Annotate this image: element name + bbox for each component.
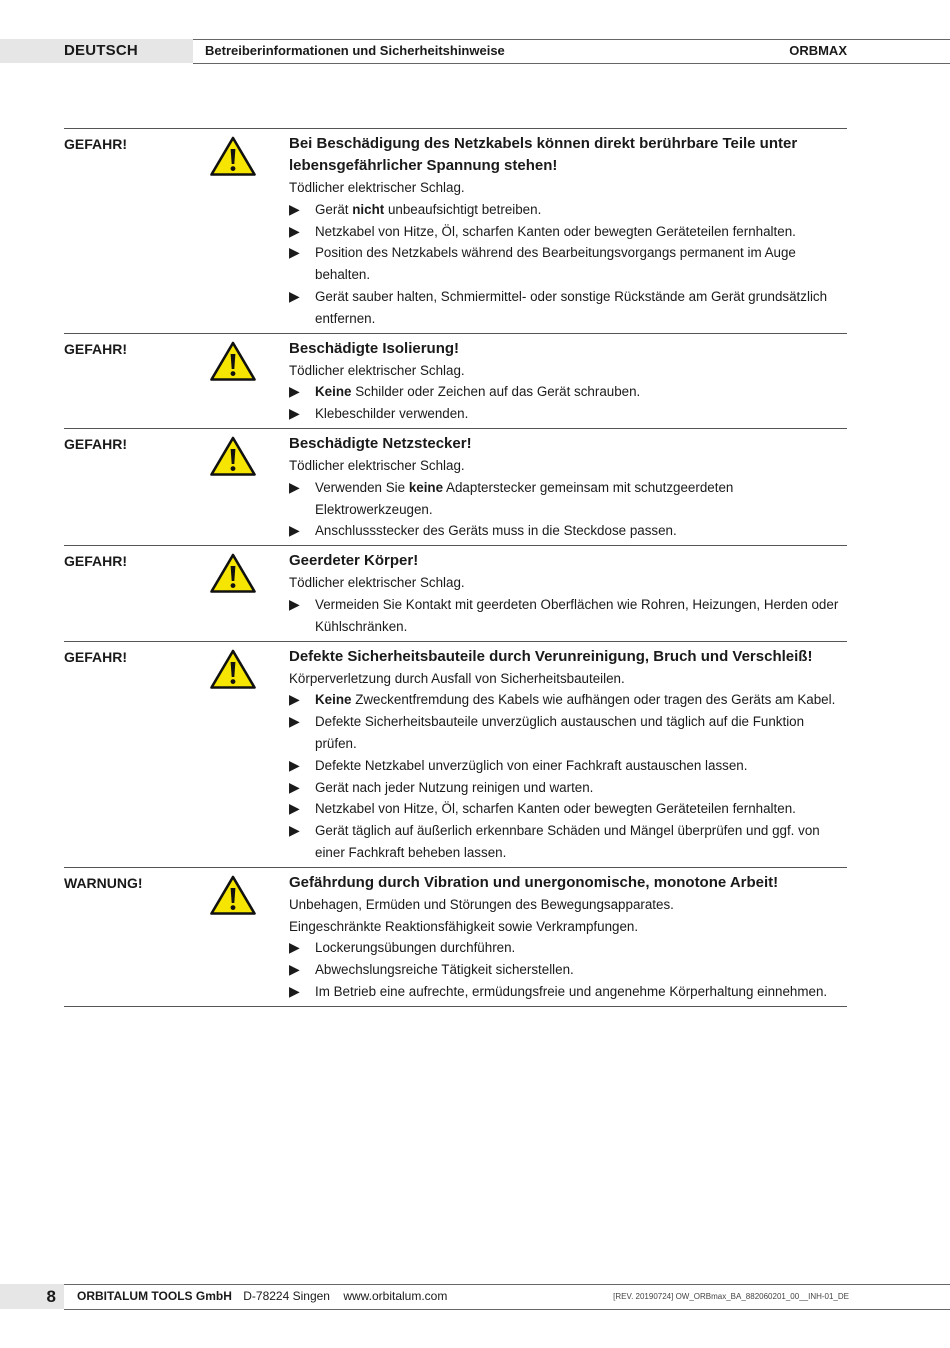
signal-word: GEFAHR! [64, 648, 127, 665]
signal-word: GEFAHR! [64, 340, 127, 357]
hazard-consequence: Körperverletzung durch Ausfall von Sicherheitsbauteilen. [289, 670, 625, 686]
measure-item [289, 777, 847, 799]
header-language: DEUTSCH [0, 39, 193, 63]
arrow-right-icon: ▶ [289, 595, 300, 612]
measure-item [289, 403, 847, 425]
measure-text-emphasis: nicht [352, 201, 385, 217]
measure-text-post: Gerät täglich auf äußerlich erkennbare Schäden und Mängel überprüfen und ggf. von einer Fachkraft beheben lassen. [315, 823, 820, 860]
measure-item [289, 798, 847, 820]
measure-text-post: Netzkabel von Hitze, Öl, scharfen Kanten oder bewegten Geräteteilen fernhalten. [315, 801, 796, 817]
hazard-consequence: Tödlicher elektrischer Schlag. [289, 575, 465, 591]
safety-row [64, 429, 847, 546]
measure-text-post: unbeaufsichtigt betreiben. [384, 201, 542, 217]
measure-item [289, 981, 847, 1003]
measure-text [315, 755, 847, 777]
measure-item [289, 594, 847, 638]
warning-triangle-icon [210, 646, 289, 864]
signal-word: GEFAHR! [64, 435, 127, 452]
measure-text-post: Netzkabel von Hitze, Öl, scharfen Kanten oder bewegten Geräteteilen fernhalten. [315, 223, 796, 239]
arrow-right-icon: ▶ [289, 822, 300, 839]
safety-table [64, 128, 847, 1007]
hazard-consequence: Unbehagen, Ermüden und Störungen des Bewegungsapparates. [289, 896, 674, 912]
arrow-right-icon: ▶ [289, 756, 300, 773]
measure-text [315, 403, 847, 425]
measure-text-post: Zweckentfremdung des Kabels wie aufhängen oder tragen des Geräts am Kabel. [351, 692, 836, 708]
measure-item [289, 711, 847, 755]
warning-triangle-icon [210, 133, 289, 330]
hazard-consequence: Tödlicher elektrischer Schlag. [289, 180, 465, 195]
signal-word: WARNUNG! [64, 874, 143, 891]
measure-item [289, 755, 847, 777]
footer-address: D-78224 Singen [243, 1289, 330, 1303]
footer-website[interactable]: www.orbitalum.com [343, 1289, 448, 1303]
measure-item [289, 381, 847, 403]
measure-text-post: Im Betrieb eine aufrechte, ermüdungsfreie und angenehme Körperhaltung einnehmen. [315, 983, 828, 999]
hazard-consequence: Eingeschränkte Reaktionsfähigkeit sowie Verkrampfungen. [289, 918, 639, 934]
measure-text [315, 520, 847, 542]
measure-text-post: Gerät sauber halten, Schmiermittel- oder sonstige Rückstände am Gerät grundsätzlich entfernen. [315, 288, 828, 326]
measure-item [289, 520, 847, 542]
safety-content [289, 646, 847, 864]
warning-triangle-icon [210, 338, 289, 425]
header-rule-bottom [193, 63, 950, 64]
arrow-right-icon: ▶ [289, 405, 300, 422]
arrow-right-icon: ▶ [289, 222, 300, 239]
hazard-heading: Gefährdung durch Vibration und unergonomische, monotone Arbeit! [289, 873, 779, 891]
measure-item [289, 959, 847, 981]
warning-triangle-icon [210, 872, 289, 1003]
hazard-heading: Beschädigte Netzstecker! [289, 434, 472, 452]
safety-content [289, 872, 847, 1003]
measure-text-post: Vermeiden Sie Kontakt mit geerdeten Oberflächen wie Rohren, Heizungen, Herden oder Kühlschränken. [315, 596, 839, 634]
measure-text [315, 820, 847, 864]
arrow-right-icon: ▶ [289, 691, 300, 708]
measure-item [289, 286, 847, 330]
measure-text-post: Klebeschilder verwenden. [315, 406, 469, 422]
safety-content [289, 433, 847, 542]
hazard-consequence: Tödlicher elektrischer Schlag. [289, 362, 465, 378]
arrow-right-icon: ▶ [289, 939, 300, 956]
measure-text-post: Defekte Sicherheitsbauteile unverzüglich austauschen und täglich auf die Funktion prüfen. [315, 714, 805, 751]
measure-item [289, 477, 847, 521]
hazard-heading: Geerdeter Körper! [289, 552, 419, 570]
safety-row [64, 868, 847, 1007]
measure-text [315, 959, 847, 981]
measure-text [315, 981, 847, 1003]
measure-text-post: Anschlussstecker des Geräts muss in die Steckdose passen. [315, 523, 677, 539]
measure-text [315, 381, 847, 403]
signal-word: GEFAHR! [64, 553, 127, 570]
safety-row [64, 334, 847, 429]
measure-item [289, 199, 847, 221]
measure-text-pre: Gerät [315, 201, 353, 217]
hazard-consequence: Tödlicher elektrischer Schlag. [289, 457, 465, 473]
measure-item [289, 937, 847, 959]
arrow-right-icon: ▶ [289, 522, 300, 539]
measure-text [315, 689, 847, 711]
warning-triangle-icon [210, 433, 289, 542]
arrow-right-icon: ▶ [289, 287, 300, 304]
measure-text-post: Position des Netzkabels während des Bearbeitungsvorgangs permanent im Auge behalten. [315, 245, 796, 283]
measure-text [315, 711, 847, 755]
measure-item [289, 221, 847, 243]
hazard-heading: Beschädigte Isolierung! [289, 339, 460, 357]
hazard-heading: Defekte Sicherheitsbauteile durch Verunreinigung, Bruch und Verschleiß! [289, 647, 813, 665]
footer-company: ORBITALUM TOOLS GmbH [77, 1289, 232, 1303]
measure-text [315, 477, 847, 521]
footer-rule-bottom [64, 1309, 950, 1310]
page-number: 8 [0, 1284, 64, 1309]
measure-text [315, 242, 847, 286]
arrow-right-icon: ▶ [289, 478, 300, 495]
measure-text-post: Lockerungsübungen durchführen. [315, 940, 516, 956]
footer-revision: [REV. 20190724] OW_ORBmax_BA_882060201_00__INH-01_DE [613, 1292, 849, 1301]
arrow-right-icon: ▶ [289, 383, 300, 400]
measure-text-post: Defekte Netzkabel unverzüglich von einer Fachkraft austauschen lassen. [315, 757, 748, 773]
measure-text-post: Schilder oder Zeichen auf das Gerät schrauben. [351, 384, 641, 400]
header-product: ORBMAX [789, 43, 847, 58]
safety-row [64, 642, 847, 868]
measure-item [289, 820, 847, 864]
measure-text-pre: Verwenden Sie [315, 479, 409, 495]
signal-word: GEFAHR! [64, 136, 127, 152]
header-title: Betreiberinformationen und Sicherheitshinweise [205, 43, 505, 58]
measure-text [315, 777, 847, 799]
footer-info [77, 1284, 447, 1309]
measure-text [315, 594, 847, 638]
measure-item [289, 242, 847, 286]
measure-text-emphasis: Keine [315, 384, 352, 400]
safety-content [289, 133, 847, 330]
measure-text-emphasis: Keine [315, 692, 352, 708]
arrow-right-icon: ▶ [289, 713, 300, 730]
arrow-right-icon: ▶ [289, 982, 300, 999]
measure-text-emphasis: keine [408, 479, 444, 495]
hazard-heading: Bei Beschädigung des Netzkabels können direkt berührbare Teile unter lebensgefährlicher Spannung stehen! [289, 135, 798, 174]
arrow-right-icon: ▶ [289, 800, 300, 817]
measure-text [315, 221, 847, 243]
measure-text [315, 199, 847, 221]
arrow-right-icon: ▶ [289, 244, 300, 261]
measure-text-post: Adapterstecker gemeinsam mit schutzgeerdeten Elektrowerkzeugen. [315, 479, 734, 517]
arrow-right-icon: ▶ [289, 200, 300, 217]
measure-text [315, 286, 847, 330]
safety-row [64, 129, 847, 334]
measure-text-post: Abwechslungsreiche Tätigkeit sicherstellen. [315, 962, 574, 978]
safety-content [289, 338, 847, 425]
measure-text [315, 937, 847, 959]
arrow-right-icon: ▶ [289, 778, 300, 795]
safety-row [64, 546, 847, 641]
arrow-right-icon: ▶ [289, 961, 300, 978]
warning-triangle-icon [210, 550, 289, 637]
measure-text-post: Gerät nach jeder Nutzung reinigen und warten. [315, 779, 594, 795]
measure-item [289, 689, 847, 711]
safety-content [289, 550, 847, 637]
measure-text [315, 798, 847, 820]
